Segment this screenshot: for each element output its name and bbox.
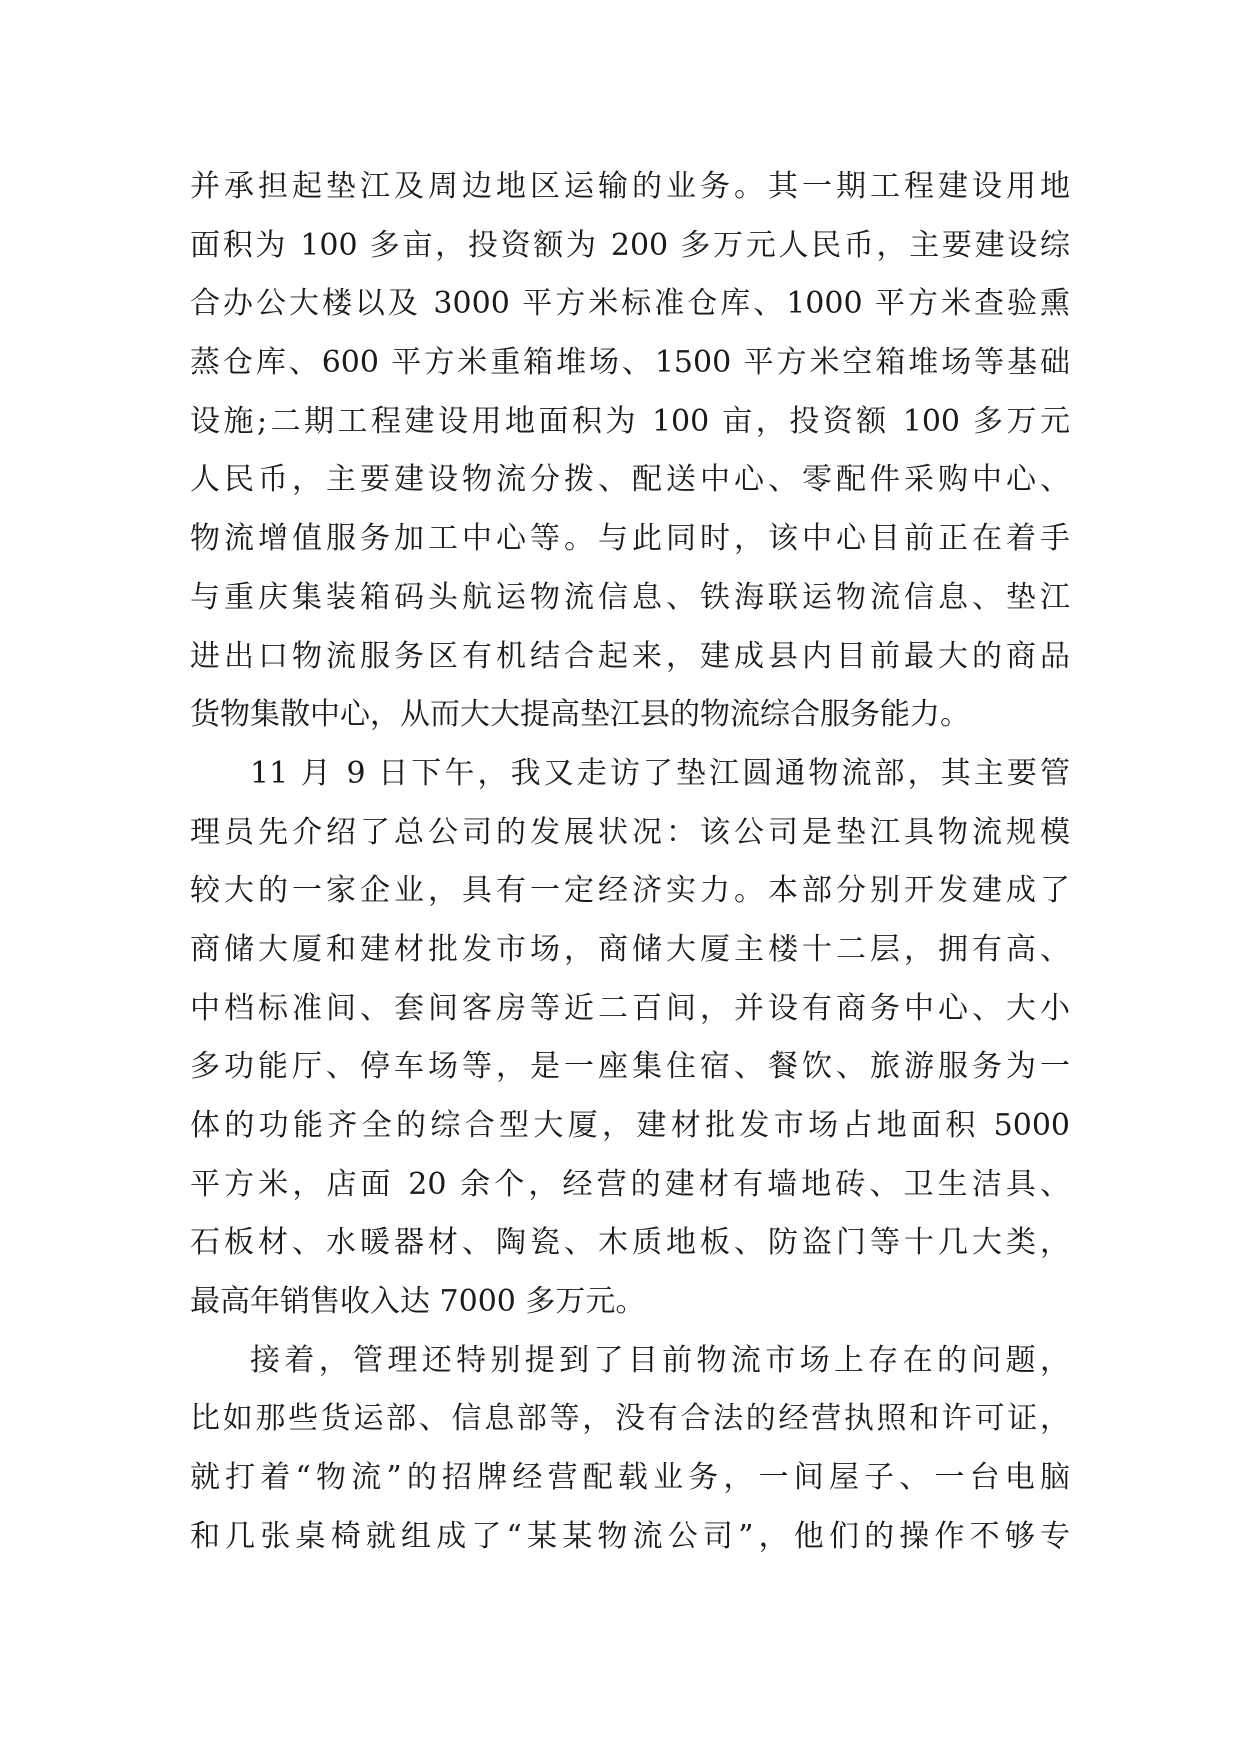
text-line: 蒸仓库、600 平方米重箱堆场、1500 平方米空箱堆场等基础 [190, 345, 1070, 381]
text-line: 商储大厦和建材批发市场，商储大厦主楼十二层，拥有高、 [190, 931, 1070, 967]
text-line: 较大的一家企业，具有一定经济实力。本部分别开发建成了 [190, 873, 1070, 909]
paragraph-first-line: 接着，管理还特别提到了目前物流市场上存在的问题， [250, 1342, 1070, 1378]
text-line: 平方米，店面 20 余个，经营的建材有墙地砖、卫生洁具、 [190, 1166, 1070, 1202]
text-line: 合办公大楼以及 3000 平方米标准仓库、1000 平方米查验熏 [190, 286, 1070, 322]
text-line: 进出口物流服务区有机结合起来，建成县内目前最大的商品 [190, 638, 1070, 674]
text-line: 面积为 100 多亩，投资额为 200 多万元人民币，主要建设综 [190, 227, 1070, 263]
text-line: 并承担起垫江及周边地区运输的业务。其一期工程建设用地 [190, 169, 1070, 204]
text-line: 货物集散中心，从而大大提高垫江县的物流综合服务能力。 [190, 697, 970, 733]
text-line: 多功能厅、停车场等，是一座集住宿、餐饮、旅游服务为一 [190, 1049, 1070, 1085]
text-line: 理员先介绍了总公司的发展状况：该公司是垫江具物流规模 [190, 814, 1070, 850]
text-line: 物流增值服务加工中心等。与此同时，该中心目前正在着手 [190, 521, 1070, 557]
text-line: 设施;二期工程建设用地面积为 100 亩，投资额 100 多万元 [190, 403, 1070, 439]
body-text [190, 158, 1070, 1567]
paragraph-first-line: 11 月 9 日下午，我又走访了垫江圆通物流部，其主要管 [250, 755, 1070, 791]
text-line: 与重庆集装箱码头航运物流信息、铁海联运物流信息、垫江 [190, 579, 1070, 615]
text-line: 中档标准间、套间客房等近二百间，并设有商务中心、大小 [190, 990, 1070, 1026]
text-line: 比如那些货运部、信息部等，没有合法的经营执照和许可证， [190, 1401, 1070, 1437]
text-line: 最高年销售收入达 7000 多万元。 [190, 1284, 646, 1320]
text-line: 人民币，主要建设物流分拨、配送中心、零配件采购中心、 [190, 462, 1070, 498]
text-line: 和几张桌椅就组成了“某某物流公司”，他们的操作不够专 [190, 1518, 1070, 1554]
text-line: 就打着“物流”的招牌经营配载业务，一间屋子、一台电脑 [190, 1460, 1070, 1496]
text-line: 体的功能齐全的综合型大厦，建材批发市场占地面积 5000 [190, 1108, 1070, 1143]
text-line: 石板材、水暖器材、陶瓷、木质地板、防盗门等十几大类， [190, 1225, 1070, 1261]
